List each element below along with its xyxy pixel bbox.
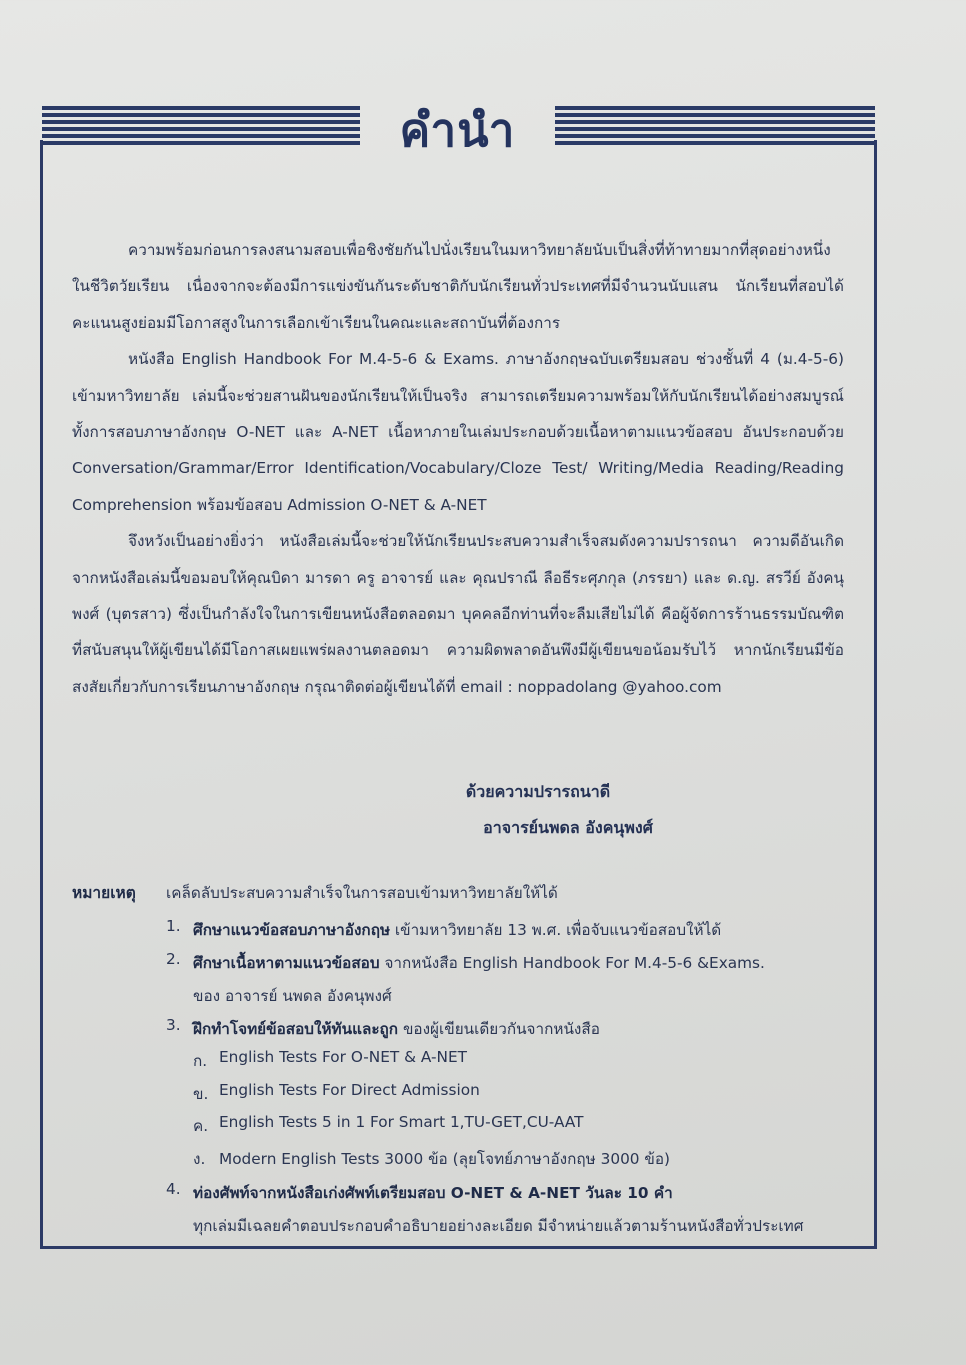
paragraph-1: ความพร้อมก่อนการลงสนามสอบเพื่อชิงชัยกันไปนั่งเรียนในมหาวิทยาลัยนับเป็นสิ่งที่ท้าทายมากที่สุดอย่างหนึ่งในชีวิตวัยเรียน เนื่องจากจะต้องมีการแข่งขันกันระดับชาติกับนักเรียนทั่วประเทศที่มีจำนวนนับแสน นักเรียนที่สอบได้คะแนนสูงย่อมมีโอกาสสูงในการเลือกเข้าเรียนในคณะและสถาบันที่ต้องการ <box>72 241 844 332</box>
preface-body <box>72 232 844 705</box>
page-title: คำนำ <box>399 103 516 157</box>
note-item-3 <box>193 1016 600 1041</box>
note-item-2-bold: ศึกษาเนื้อหาตามแนวข้อสอบ <box>193 954 380 972</box>
paragraph-3: จึงหวังเป็นอย่างยิ่งว่า หนังสือเล่มนี้จะช่วยให้นักเรียนประสบความสำเร็จสมดังความปรารถนา ความดีอันเกิดจากหนังสือเล่มนี้ขอมอบให้คุณบิดา มารดา ครู อาจารย์ และ คุณปราณี ลือธีระศุภกุล (ภรรยา) และ ด.ญ. สรวีย์ อังคนุพงศ์ (บุตรสาว) ซึ่งเป็นกำลังใจในการเขียนหนังสือตลอดมา บุคคลอีกท่านที่จะลืมเสียไม่ได้ คือผู้จัดการร้านธรรมบัณฑิตที่สนับสนุนให้ผู้เขียนได้มีโอกาสเผยแพร่ผลงานตลอดมา ความผิดพลาดอันพึงมีผู้เขียนขอน้อมรับไว้ หากนักเรียนมีข้อสงสัยเกี่ยวกับการเรียนภาษาอังกฤษ กรุณาติดต่อผู้เขียนได้ที่ email : noppadolang @yahoo.com <box>72 532 844 696</box>
note-item-number: 1. <box>166 917 181 935</box>
note-item-number: 2. <box>166 950 181 968</box>
note-item-number: 4. <box>166 1180 181 1198</box>
signature-author: อาจารย์นพดล อังคนุพงศ์ <box>483 818 653 837</box>
note-label: หมายเหตุ <box>72 884 136 902</box>
note-intro: เคล็ดลับประสบความสำเร็จในการสอบเข้ามหาวิทยาลัยให้ได้ <box>166 884 558 902</box>
subitem-letter: ก. <box>193 1052 208 1070</box>
note-item-2 <box>193 950 765 975</box>
note-item-4 <box>193 1180 673 1205</box>
note-item-2-text: จากหนังสือ English Handbook For M.4-5-6 &Exams. <box>379 954 765 972</box>
subitem-letter: ข. <box>193 1085 209 1103</box>
subitem-letter: ง. <box>193 1150 206 1168</box>
subitem-text: English Tests For Direct Admission <box>219 1081 480 1099</box>
note-item-3-text: ของผู้เขียนเดียวกันจากหนังสือ <box>398 1020 600 1038</box>
signature-greeting: ด้วยความปรารถนาดี <box>465 782 611 801</box>
subitem-text: English Tests For O-NET & A-NET <box>219 1048 468 1066</box>
subitem-text: Modern English Tests 3000 ข้อ (ลุยโจทย์ภาษาอังกฤษ 3000 ข้อ) <box>219 1150 671 1168</box>
note-item-number: 3. <box>166 1016 181 1034</box>
paragraph-2: หนังสือ English Handbook For M.4-5-6 & Exams. ภาษาอังกฤษฉบับเตรียมสอบ ช่วงชั้นที่ 4 (ม.4-5-6) เข้ามหาวิทยาลัย เล่มนี้จะช่วยสานฝันของนักเรียนให้เป็นจริง สามารถเตรียมความพร้อมให้กับนักเรียนได้อย่างสมบูรณ์ ทั้งการสอบภาษาอังกฤษ O-NET และ A-NET เนื้อหาภายในเล่มประกอบด้วยเนื้อหาตามแนวข้อสอบ อันประกอบด้วย Conversation/Grammar/Error Identification/Vocabulary/Cloze Test/ Writing/Media Reading/Reading Comprehension พร้อมข้อสอบ Admission O-NET & A-NET <box>72 350 844 514</box>
subitem-text: English Tests 5 in 1 For Smart 1,TU-GET,CU-AAT <box>219 1113 584 1131</box>
note-item-4-bold: ท่องศัพท์จากหนังสือเก่งศัพท์เตรียมสอบ O-NET & A-NET วันละ 10 คำ <box>193 1184 673 1202</box>
subitem-letter: ค. <box>193 1117 209 1135</box>
note-item-1-bold: ศึกษาแนวข้อสอบภาษาอังกฤษ <box>193 921 391 939</box>
note-item-1-text: เข้ามหาวิทยาลัย 13 พ.ศ. เพื่อจับแนวข้อสอบให้ได้ <box>390 921 722 939</box>
note-item-3-bold: ฝึกทำโจทย์ข้อสอบให้ทันและถูก <box>193 1020 399 1038</box>
note-item-4-cont: ทุกเล่มมีเฉลยคำตอบประกอบคำอธิบายอย่างละเอียด มีจำหน่ายแล้วตามร้านหนังสือทั่วประเทศ <box>193 1217 804 1235</box>
note-item-1 <box>193 917 721 942</box>
note-item-2-cont: ของ อาจารย์ นพดล อังคนุพงศ์ <box>193 987 392 1005</box>
